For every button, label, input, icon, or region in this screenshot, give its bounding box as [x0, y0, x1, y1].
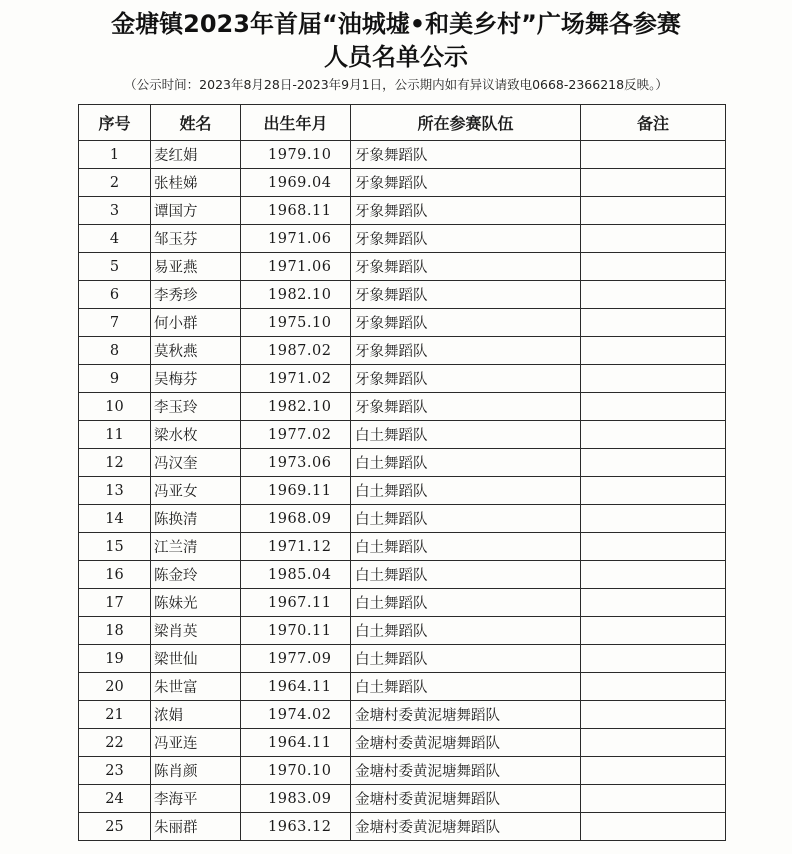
table-row	[79, 701, 726, 729]
cell-number: 20	[79, 673, 151, 701]
cell-name: 陈肖颜	[151, 757, 241, 785]
cell-note	[581, 421, 726, 449]
cell-birth: 1967.11	[241, 589, 351, 617]
cell-number: 17	[79, 589, 151, 617]
cell-birth: 1968.11	[241, 197, 351, 225]
table-row	[79, 281, 726, 309]
cell-birth: 1974.02	[241, 701, 351, 729]
cell-birth: 1982.10	[241, 281, 351, 309]
cell-name: 邹玉芬	[151, 225, 241, 253]
cell-note	[581, 365, 726, 393]
cell-note	[581, 225, 726, 253]
cell-note	[581, 337, 726, 365]
cell-team: 牙象舞蹈队	[351, 337, 581, 365]
table-row	[79, 589, 726, 617]
cell-birth: 1977.09	[241, 645, 351, 673]
cell-number: 9	[79, 365, 151, 393]
cell-name: 李玉玲	[151, 393, 241, 421]
document-title-line2: 人员名单公示	[324, 43, 468, 71]
cell-number: 22	[79, 729, 151, 757]
table-row	[79, 421, 726, 449]
cell-team: 白土舞蹈队	[351, 533, 581, 561]
participant-table	[78, 104, 726, 841]
cell-birth: 1968.09	[241, 505, 351, 533]
table-row	[79, 561, 726, 589]
cell-name: 朱丽群	[151, 813, 241, 841]
cell-number: 18	[79, 617, 151, 645]
cell-number: 7	[79, 309, 151, 337]
cell-note	[581, 589, 726, 617]
cell-birth: 1963.12	[241, 813, 351, 841]
header-number: 序号	[79, 105, 151, 141]
cell-name: 易亚燕	[151, 253, 241, 281]
cell-note	[581, 393, 726, 421]
cell-note	[581, 281, 726, 309]
cell-team: 牙象舞蹈队	[351, 169, 581, 197]
cell-note	[581, 169, 726, 197]
table-row	[79, 225, 726, 253]
table-row	[79, 477, 726, 505]
cell-name: 李海平	[151, 785, 241, 813]
cell-birth: 1969.11	[241, 477, 351, 505]
cell-note	[581, 701, 726, 729]
cell-name: 何小群	[151, 309, 241, 337]
cell-note	[581, 729, 726, 757]
cell-note	[581, 141, 726, 169]
cell-team: 金塘村委黄泥塘舞蹈队	[351, 785, 581, 813]
cell-note	[581, 253, 726, 281]
cell-note	[581, 673, 726, 701]
cell-note	[581, 617, 726, 645]
cell-name: 梁世仙	[151, 645, 241, 673]
cell-name: 朱世富	[151, 673, 241, 701]
cell-birth: 1971.12	[241, 533, 351, 561]
header-team: 所在参赛队伍	[351, 105, 581, 141]
table-row	[79, 785, 726, 813]
cell-name: 谭国方	[151, 197, 241, 225]
cell-team: 白土舞蹈队	[351, 449, 581, 477]
cell-birth: 1971.02	[241, 365, 351, 393]
cell-team: 牙象舞蹈队	[351, 197, 581, 225]
cell-name: 冯汉奎	[151, 449, 241, 477]
table-row	[79, 449, 726, 477]
cell-name: 陈妹光	[151, 589, 241, 617]
cell-note	[581, 561, 726, 589]
cell-team: 牙象舞蹈队	[351, 253, 581, 281]
cell-number: 15	[79, 533, 151, 561]
cell-note	[581, 785, 726, 813]
cell-team: 牙象舞蹈队	[351, 393, 581, 421]
table-row	[79, 505, 726, 533]
cell-team: 牙象舞蹈队	[351, 309, 581, 337]
cell-note	[581, 813, 726, 841]
cell-team: 白土舞蹈队	[351, 673, 581, 701]
cell-team: 白土舞蹈队	[351, 589, 581, 617]
cell-note	[581, 505, 726, 533]
document-title-line1: 金塘镇2023年首届“油城墟•和美乡村”广场舞各参赛	[111, 10, 681, 38]
header-birth: 出生年月	[241, 105, 351, 141]
cell-team: 金塘村委黄泥塘舞蹈队	[351, 813, 581, 841]
table-row	[79, 757, 726, 785]
cell-name: 江兰清	[151, 533, 241, 561]
cell-number: 6	[79, 281, 151, 309]
table-row	[79, 169, 726, 197]
cell-number: 19	[79, 645, 151, 673]
cell-number: 24	[79, 785, 151, 813]
cell-name: 张桂娣	[151, 169, 241, 197]
cell-number: 14	[79, 505, 151, 533]
cell-team: 白土舞蹈队	[351, 617, 581, 645]
cell-name: 冯亚连	[151, 729, 241, 757]
table-row	[79, 337, 726, 365]
cell-number: 8	[79, 337, 151, 365]
cell-number: 2	[79, 169, 151, 197]
cell-birth: 1987.02	[241, 337, 351, 365]
table-header-row	[79, 105, 726, 141]
cell-name: 陈金玲	[151, 561, 241, 589]
cell-team: 牙象舞蹈队	[351, 365, 581, 393]
header-note: 备注	[581, 105, 726, 141]
cell-team: 白土舞蹈队	[351, 421, 581, 449]
cell-number: 10	[79, 393, 151, 421]
table-row	[79, 533, 726, 561]
cell-team: 白土舞蹈队	[351, 645, 581, 673]
cell-number: 4	[79, 225, 151, 253]
cell-name: 李秀珍	[151, 281, 241, 309]
cell-number: 25	[79, 813, 151, 841]
cell-note	[581, 477, 726, 505]
cell-number: 3	[79, 197, 151, 225]
cell-note	[581, 309, 726, 337]
cell-team: 白土舞蹈队	[351, 505, 581, 533]
cell-birth: 1979.10	[241, 141, 351, 169]
cell-birth: 1983.09	[241, 785, 351, 813]
cell-birth: 1971.06	[241, 225, 351, 253]
table-row	[79, 309, 726, 337]
header-name: 姓名	[151, 105, 241, 141]
table-row	[79, 645, 726, 673]
cell-birth: 1964.11	[241, 673, 351, 701]
table-row	[79, 393, 726, 421]
table-row	[79, 673, 726, 701]
cell-team: 金塘村委黄泥塘舞蹈队	[351, 701, 581, 729]
cell-birth: 1977.02	[241, 421, 351, 449]
cell-note	[581, 757, 726, 785]
cell-name: 冯亚女	[151, 477, 241, 505]
table-row	[79, 365, 726, 393]
cell-note	[581, 197, 726, 225]
cell-number: 13	[79, 477, 151, 505]
cell-name: 陈换清	[151, 505, 241, 533]
cell-team: 金塘村委黄泥塘舞蹈队	[351, 729, 581, 757]
table-row	[79, 729, 726, 757]
cell-name: 莫秋燕	[151, 337, 241, 365]
cell-name: 吴梅芬	[151, 365, 241, 393]
cell-number: 5	[79, 253, 151, 281]
cell-number: 12	[79, 449, 151, 477]
cell-birth: 1964.11	[241, 729, 351, 757]
table-row	[79, 253, 726, 281]
cell-name: 麦红娟	[151, 141, 241, 169]
cell-number: 1	[79, 141, 151, 169]
cell-team: 白土舞蹈队	[351, 477, 581, 505]
cell-birth: 1982.10	[241, 393, 351, 421]
cell-name: 浓娟	[151, 701, 241, 729]
cell-note	[581, 645, 726, 673]
cell-birth: 1969.04	[241, 169, 351, 197]
cell-name: 梁肖英	[151, 617, 241, 645]
cell-birth: 1970.11	[241, 617, 351, 645]
cell-number: 16	[79, 561, 151, 589]
cell-team: 牙象舞蹈队	[351, 225, 581, 253]
cell-team: 金塘村委黄泥塘舞蹈队	[351, 757, 581, 785]
cell-note	[581, 449, 726, 477]
cell-number: 23	[79, 757, 151, 785]
cell-team: 白土舞蹈队	[351, 561, 581, 589]
publicity-notice: （公示时间：2023年8月28日-2023年9月1日，公示期内如有异议请致电0668-2366218反映。）	[124, 77, 668, 92]
cell-birth: 1971.06	[241, 253, 351, 281]
cell-birth: 1973.06	[241, 449, 351, 477]
cell-number: 21	[79, 701, 151, 729]
cell-birth: 1975.10	[241, 309, 351, 337]
table-row	[79, 617, 726, 645]
table-row	[79, 813, 726, 841]
cell-note	[581, 533, 726, 561]
table-row	[79, 141, 726, 169]
cell-team: 牙象舞蹈队	[351, 141, 581, 169]
table-row	[79, 197, 726, 225]
cell-number: 11	[79, 421, 151, 449]
cell-name: 梁水枚	[151, 421, 241, 449]
cell-team: 牙象舞蹈队	[351, 281, 581, 309]
cell-birth: 1985.04	[241, 561, 351, 589]
cell-birth: 1970.10	[241, 757, 351, 785]
